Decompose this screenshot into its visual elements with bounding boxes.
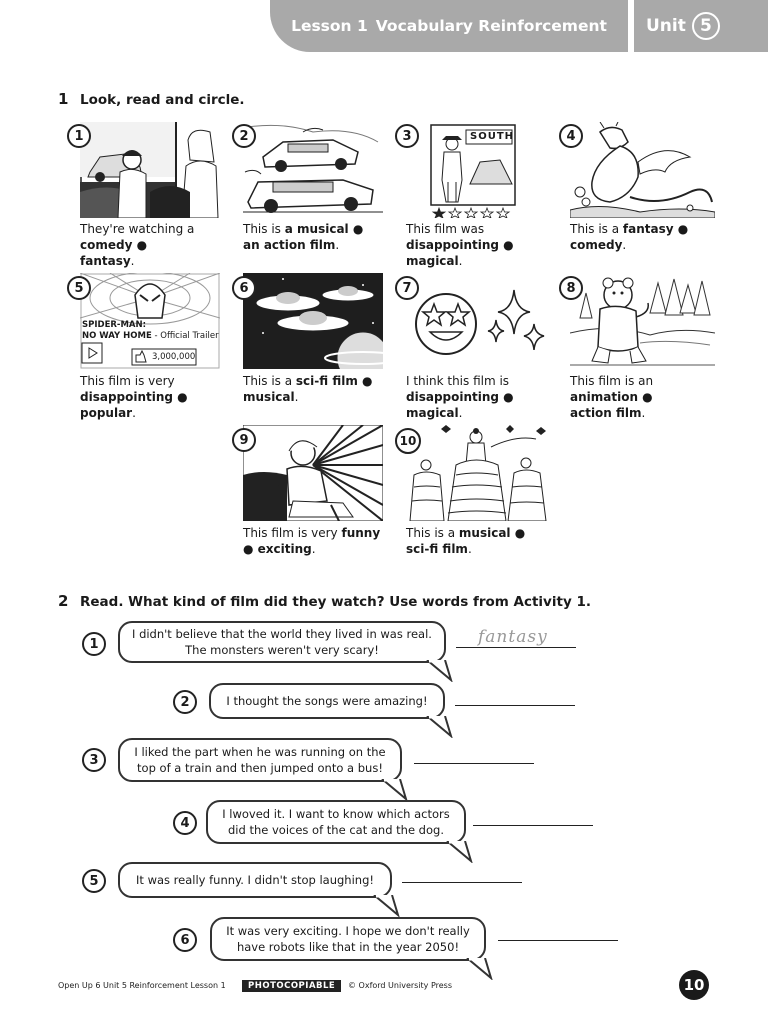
choice-2b[interactable]: an action film xyxy=(243,238,336,252)
dialogue-4-number: 4 xyxy=(173,811,197,835)
picture-ufos xyxy=(243,273,383,369)
activity-2-heading xyxy=(58,592,591,610)
choice-10a[interactable]: musical ● xyxy=(458,526,526,540)
item-10-number: 10 xyxy=(395,428,421,454)
choice-2a[interactable]: a musical ● xyxy=(284,222,364,236)
answer-line-5[interactable] xyxy=(402,882,522,883)
caption-5: This film is very disappointing ● popular. xyxy=(80,374,188,420)
choice-9a[interactable]: funny xyxy=(341,526,381,540)
caption-9: This film is very funny ● exciting. xyxy=(243,526,381,556)
answer-line-3[interactable] xyxy=(414,763,534,764)
caption-8: This film is an animation ● action film. xyxy=(570,374,654,420)
choice-1b[interactable]: fantasy xyxy=(80,254,131,268)
item-6-number: 6 xyxy=(232,276,256,300)
choice-6a[interactable]: sci-fi film ● xyxy=(295,374,373,388)
dialogue-1-number: 1 xyxy=(82,632,106,656)
bubble-tail-4 xyxy=(445,841,475,863)
answer-line-2[interactable] xyxy=(455,705,575,706)
lesson-title: Vocabulary Reinforcement xyxy=(375,17,607,35)
item-8-number: 8 xyxy=(559,276,583,300)
choice-3b[interactable]: magical xyxy=(406,254,459,268)
footer-course: Open Up 6 Unit 5 Reinforcement Lesson 1 xyxy=(58,981,226,990)
unit-label: Unit xyxy=(646,16,686,36)
bubble-tail-1 xyxy=(425,660,455,682)
picture-star-eyes-emoji xyxy=(406,280,548,360)
choice-7b[interactable]: magical xyxy=(406,406,459,420)
dialogue-6-number: 6 xyxy=(173,928,197,952)
activity-1-instruction: Look, read and circle. xyxy=(80,92,245,108)
picture-cinema-seat xyxy=(243,425,383,521)
dialogue-3-number: 3 xyxy=(82,748,106,772)
speech-bubble-1: I didn't believe that the world they lived in was real. The monsters weren't very scary! xyxy=(118,621,446,663)
poster-title: SOUTH xyxy=(470,131,515,142)
choice-8a[interactable]: animation ● xyxy=(570,390,653,404)
lesson-header xyxy=(270,0,628,52)
caption-7: I think this film is disappointing ● magical. xyxy=(406,374,514,420)
caption-10: This is a musical ● sci-fi film. xyxy=(406,526,526,556)
choice-10b[interactable]: sci-fi film xyxy=(406,542,468,556)
choice-5a[interactable]: disappointing ● xyxy=(80,390,188,404)
choice-9b[interactable]: ● exciting xyxy=(243,542,312,556)
answer-line-4[interactable] xyxy=(473,825,593,826)
trailer-title: SPIDER-MAN: NO WAY HOME - Official Trailer xyxy=(82,320,219,341)
answer-line-1[interactable] xyxy=(456,647,576,648)
unit-number: 5 xyxy=(692,12,720,40)
activity-2-number: 2 xyxy=(58,592,69,610)
item-3-number: 3 xyxy=(395,124,419,148)
item-4-number: 4 xyxy=(559,124,583,148)
speech-bubble-4: I lwoved it. I want to know which actors did the voices of the cat and the dog. xyxy=(206,800,466,844)
activity-1-heading xyxy=(58,90,245,108)
item-1-number: 1 xyxy=(67,124,91,148)
likes-count: 3,000,000 xyxy=(152,352,196,362)
choice-8b[interactable]: action film xyxy=(570,406,642,420)
choice-4b[interactable]: comedy xyxy=(570,238,623,252)
picture-dancers xyxy=(406,425,548,521)
bubble-tail-6 xyxy=(465,958,495,980)
choice-6b[interactable]: musical xyxy=(243,390,295,404)
item-5-number: 5 xyxy=(67,276,91,300)
caption-6: This is a sci-fi film ● musical. xyxy=(243,374,373,404)
caption-2: This is a musical ● an action film. xyxy=(243,222,364,252)
picture-cars xyxy=(243,122,383,218)
item-9-number: 9 xyxy=(232,428,256,452)
speech-bubble-5: It was really funny. I didn't stop laughing! xyxy=(118,862,392,898)
caption-3: This film was disappointing ● magical. xyxy=(406,222,514,268)
lesson-number: Lesson 1 xyxy=(291,17,368,35)
choice-1a[interactable]: comedy ● xyxy=(80,238,148,252)
bubble-tail-5 xyxy=(372,895,402,917)
item-7-number: 7 xyxy=(395,276,419,300)
dialogue-5-number: 5 xyxy=(82,869,106,893)
caption-4: This is a fantasy ● comedy. xyxy=(570,222,689,252)
unit-header xyxy=(634,0,768,52)
page-number: 10 xyxy=(679,970,709,1000)
choice-7a[interactable]: disappointing ● xyxy=(406,390,514,404)
item-2-number: 2 xyxy=(232,124,256,148)
footer-copyright: © Oxford University Press xyxy=(348,981,453,990)
choice-3a[interactable]: disappointing ● xyxy=(406,238,514,252)
activity-2-instruction: Read. What kind of film did they watch? Use words from Activity 1. xyxy=(80,594,591,610)
speech-bubble-2: I thought the songs were amazing! xyxy=(209,683,445,719)
speech-bubble-3: I liked the part when he was running on the top of a train and then jumped onto a bus! xyxy=(118,738,402,782)
bubble-tail-2 xyxy=(425,716,455,738)
picture-bear xyxy=(570,273,715,369)
picture-dragon xyxy=(570,122,715,218)
activity-1-number: 1 xyxy=(58,90,69,108)
bubble-tail-3 xyxy=(380,779,410,801)
photocopiable-badge: PHOTOCOPIABLE xyxy=(242,980,341,992)
choice-4a[interactable]: fantasy ● xyxy=(622,222,689,236)
choice-5b[interactable]: popular xyxy=(80,406,133,420)
picture-trailer xyxy=(80,273,220,369)
dialogue-2-number: 2 xyxy=(173,690,197,714)
caption-1: They're watching a comedy ● fantasy. xyxy=(80,222,195,268)
answer-line-6[interactable] xyxy=(498,940,618,941)
speech-bubble-6: It was very exciting. I hope we don't really have robots like that in the year 2050! xyxy=(210,917,486,961)
answer-1: fantasy xyxy=(478,627,548,647)
picture-cinema xyxy=(80,122,220,218)
